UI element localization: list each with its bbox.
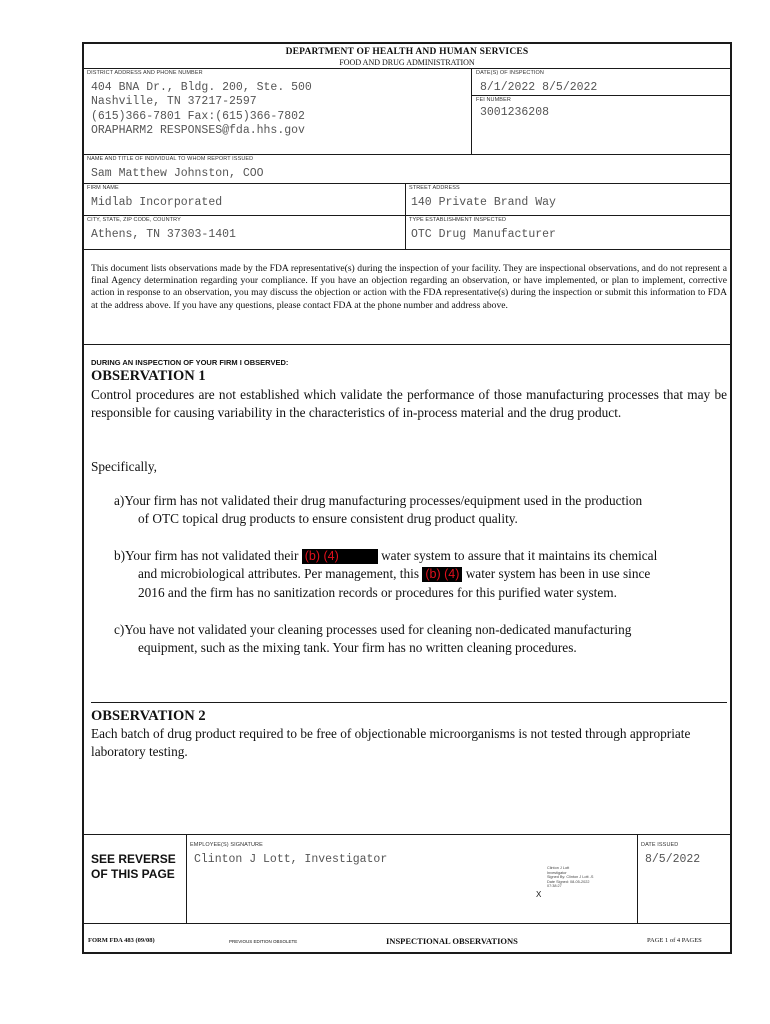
divider xyxy=(637,834,638,923)
firm-name-label: FIRM NAME xyxy=(87,185,119,191)
district-line-1: 404 BNA Dr., Bldg. 200, Ste. 500 xyxy=(91,81,312,94)
digital-signature-stamp xyxy=(547,866,617,889)
observation-1-item-c xyxy=(114,621,728,658)
signature-x-mark: X xyxy=(536,890,542,899)
item-b-text: b)Your firm has not validated their xyxy=(114,548,299,563)
divider xyxy=(84,183,730,184)
divider xyxy=(471,68,472,154)
divider xyxy=(84,923,730,924)
redaction-box: (b) (4) xyxy=(302,549,378,564)
inspection-dates-label: DATE(S) OF INSPECTION xyxy=(476,70,545,76)
district-line-3: (615)366-7801 Fax:(615)366-7802 xyxy=(91,110,305,123)
divider xyxy=(84,215,730,216)
observation-1-title: OBSERVATION 1 xyxy=(91,368,206,384)
city-state-zip: Athens, TN 37303-1401 xyxy=(91,228,236,241)
inspection-dates: 8/1/2022 8/5/2022 xyxy=(480,81,598,94)
observation-1-item-a xyxy=(114,492,728,529)
form-number: FORM FDA 483 (09/08) xyxy=(88,937,155,944)
date-issued: 8/5/2022 xyxy=(645,853,701,866)
district-label: DISTRICT ADDRESS AND PHONE NUMBER xyxy=(87,70,203,76)
firm-name: Midlab Incorporated xyxy=(91,196,223,209)
specifically-label: Specifically, xyxy=(91,459,157,474)
stamp-line: Investigator xyxy=(547,870,567,875)
fei-number: 3001236208 xyxy=(480,106,550,119)
recipient-name: Sam Matthew Johnston, COO xyxy=(91,167,264,180)
observation-1-item-b xyxy=(114,547,728,602)
date-issued-label: DATE ISSUED xyxy=(641,842,679,848)
stamp-line: Clinton J Lott xyxy=(547,866,570,870)
item-a-line-1: a)Your firm has not validated their drug manufacturing processes/equipment used in the production xyxy=(114,493,643,508)
item-b-text: water system has been in use since xyxy=(465,566,651,582)
see-reverse-notice: SEE REVERSE OF THIS PAGE xyxy=(91,852,176,881)
redaction-box: (b) (4) xyxy=(422,567,462,582)
stamp-line: Date Signed: 08-05-2022 xyxy=(547,879,590,884)
employee-signature: Clinton J Lott, Investigator xyxy=(194,853,388,866)
observation-1-text: Control procedures are not established which validate the performance of those manufacturing processes that may be responsible for causing variability in the characteristics of in-process material and the drug product. xyxy=(91,387,727,420)
page-indicator: PAGE 1 of 4 PAGES xyxy=(647,937,702,944)
city-label: CITY, STATE, ZIP CODE, COUNTRY xyxy=(87,217,181,223)
item-b-line-3: 2016 and the firm has no sanitization records or procedures for this purified water system. xyxy=(138,584,617,600)
employee-signature-label: EMPLOYEE(S) SIGNATURE xyxy=(190,842,263,848)
item-b-text: and microbiological attributes. Per management, this xyxy=(138,566,420,582)
during-inspection-heading: DURING AN INSPECTION OF YOUR FIRM I OBSERVED: xyxy=(91,358,289,367)
divider xyxy=(471,95,732,96)
street-label: STREET ADDRESS xyxy=(409,185,460,191)
recipient-label: NAME AND TITLE OF INDIVIDUAL TO WHOM REPORT ISSUED xyxy=(87,156,254,162)
item-c-line-1: c)You have not validated your cleaning processes used for cleaning non-dedicated manufacturing xyxy=(114,622,632,637)
department-title: DEPARTMENT OF HEALTH AND HUMAN SERVICES xyxy=(285,47,529,57)
item-b-line-2 xyxy=(114,565,728,583)
observation-2-title: OBSERVATION 2 xyxy=(91,708,206,724)
item-b-text: water system to assure that it maintains its chemical xyxy=(381,548,658,563)
establishment-type-label: TYPE ESTABLISHMENT INSPECTED xyxy=(409,217,507,223)
agency-title: FOOD AND DRUG ADMINISTRATION xyxy=(339,58,475,67)
item-a-line-2: of OTC topical drug products to ensure consistent drug product quality. xyxy=(138,511,518,527)
street-address: 140 Private Brand Way xyxy=(411,196,556,209)
district-line-2: Nashville, TN 37217-2597 xyxy=(91,95,257,108)
divider xyxy=(186,834,187,923)
item-b-line-1 xyxy=(114,547,728,565)
form-title: INSPECTIONAL OBSERVATIONS xyxy=(386,936,518,946)
divider xyxy=(84,249,730,250)
divider xyxy=(405,183,406,249)
divider xyxy=(84,834,730,835)
divider xyxy=(84,344,730,345)
item-c-line-2: equipment, such as the mixing tank. Your firm has no written cleaning procedures. xyxy=(138,640,577,656)
fei-label: FEI NUMBER xyxy=(476,97,511,103)
fda-483-form xyxy=(82,42,732,954)
edition-notice: PREVIOUS EDITION OBSOLETE xyxy=(229,939,298,944)
divider xyxy=(84,68,730,69)
divider xyxy=(84,154,730,155)
disclaimer-text: This document lists observations made by the FDA representative(s) during the inspection of your facility. They are inspectional observations, and do not represent a final Agency determination regarding your compliance. If you have an objection regarding an observation, or have implemented, or plan to implement, corrective action in response to an observation, you may discuss the objection or action with the FDA representative(s) during the inspection or submit this information to FDA at the address above. If you have any questions, please contact FDA at the phone number and address above. xyxy=(91,263,727,311)
stamp-line: 07:38:27 xyxy=(547,884,562,889)
stamp-line: Signed By: Clinton J Lott -S xyxy=(547,875,594,880)
divider xyxy=(91,702,727,703)
district-line-4: ORAPHARM2 RESPONSES@fda.hhs.gov xyxy=(91,124,305,137)
establishment-type: OTC Drug Manufacturer xyxy=(411,228,556,241)
observation-2-text: Each batch of drug product required to be free of objectionable microorganisms is not tested through appropriate laboratory testing. xyxy=(91,726,691,759)
